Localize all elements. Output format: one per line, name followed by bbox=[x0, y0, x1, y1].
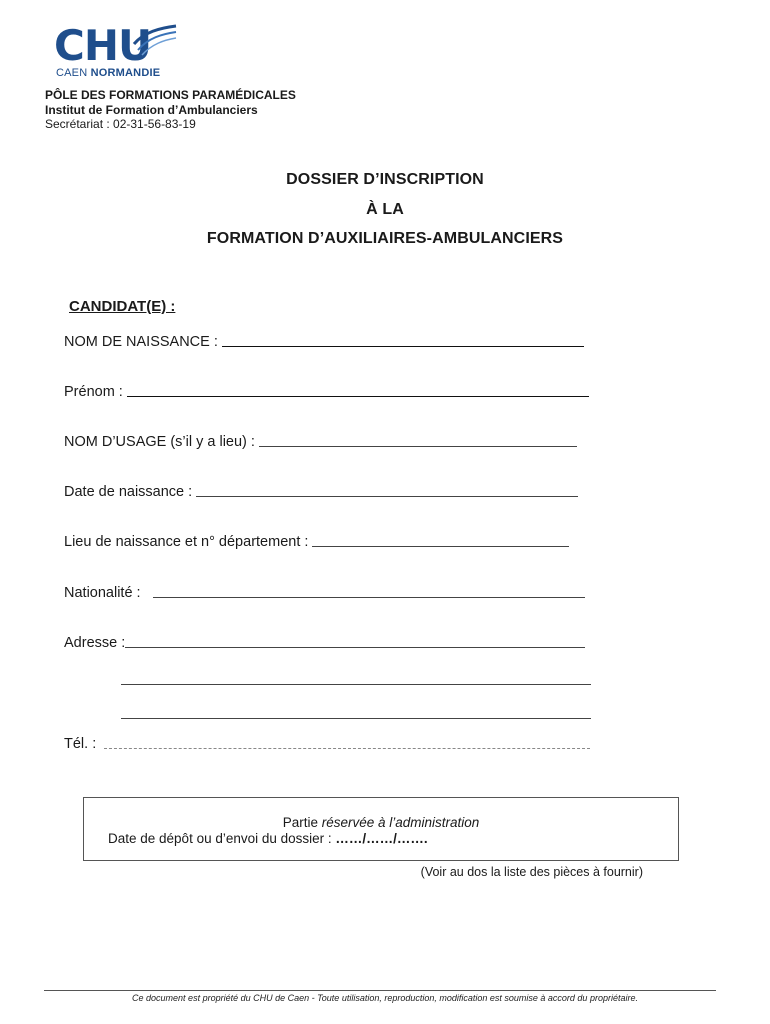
admin-box-title: Partie réservée à l’administration bbox=[282, 815, 480, 830]
admin-reserved-box bbox=[83, 797, 679, 861]
field-adresse[interactable] bbox=[64, 635, 585, 651]
input-line[interactable] bbox=[127, 396, 589, 397]
input-line[interactable] bbox=[312, 546, 569, 547]
input-line[interactable] bbox=[125, 647, 585, 648]
admin-date-line: Date de dépôt ou d’envoi du dossier : ……/……/……. bbox=[108, 831, 428, 846]
field-tel[interactable] bbox=[64, 736, 590, 752]
logo-subtitle: CAEN NORMANDIE bbox=[56, 67, 161, 79]
pole-title: PÔLE DES FORMATIONS PARAMÉDICALES bbox=[45, 88, 296, 102]
field-label: Date de naissance : bbox=[64, 484, 193, 500]
see-back-note: (Voir au dos la liste des pièces à fournir) bbox=[420, 865, 643, 879]
footer-notice: Ce document est propriété du CHU de Caen - Toute utilisation, reproduction, modification est soumise à accord du propriétaire. bbox=[132, 993, 638, 1003]
document-title-line3: FORMATION D’AUXILIAIRES-AMBULANCIERS bbox=[206, 230, 564, 247]
logo-wordmark: CHU bbox=[54, 21, 152, 70]
chu-logo bbox=[54, 22, 182, 84]
field-label: Nationalité : bbox=[64, 585, 141, 601]
field-label: NOM DE NAISSANCE : bbox=[64, 334, 218, 350]
input-line[interactable] bbox=[153, 597, 585, 598]
institut-title: Institut de Formation d’Ambulanciers bbox=[45, 102, 258, 117]
field-label: Lieu de naissance et n° département : bbox=[64, 534, 309, 550]
adresse-line-3[interactable] bbox=[121, 718, 591, 719]
document-title-line2: À LA bbox=[366, 201, 404, 218]
candidat-heading: CANDIDAT(E) : bbox=[69, 298, 176, 315]
input-line[interactable] bbox=[196, 496, 578, 497]
field-prenom[interactable] bbox=[64, 384, 589, 400]
institution-header bbox=[45, 88, 296, 132]
field-nom-naissance[interactable] bbox=[64, 334, 584, 350]
field-label: Prénom : bbox=[64, 384, 123, 400]
field-nationalite[interactable] bbox=[64, 585, 585, 601]
field-label: Adresse : bbox=[64, 635, 126, 651]
secretariat-phone: Secrétariat : 02-31-56-83-19 bbox=[45, 117, 196, 131]
input-line[interactable] bbox=[104, 748, 590, 749]
field-lieu-naissance[interactable] bbox=[64, 534, 569, 550]
field-label: Tél. : bbox=[64, 736, 97, 752]
logo-swoosh-icon bbox=[132, 24, 178, 58]
input-line[interactable] bbox=[222, 346, 584, 347]
field-nom-usage[interactable] bbox=[64, 434, 577, 450]
footer-divider bbox=[44, 990, 716, 991]
input-line[interactable] bbox=[259, 446, 577, 447]
adresse-line-2[interactable] bbox=[121, 684, 591, 685]
document-title-line1: DOSSIER D’INSCRIPTION bbox=[286, 171, 484, 188]
field-label: NOM D’USAGE (s’il y a lieu) : bbox=[64, 434, 255, 450]
field-date-naissance[interactable] bbox=[64, 484, 578, 500]
